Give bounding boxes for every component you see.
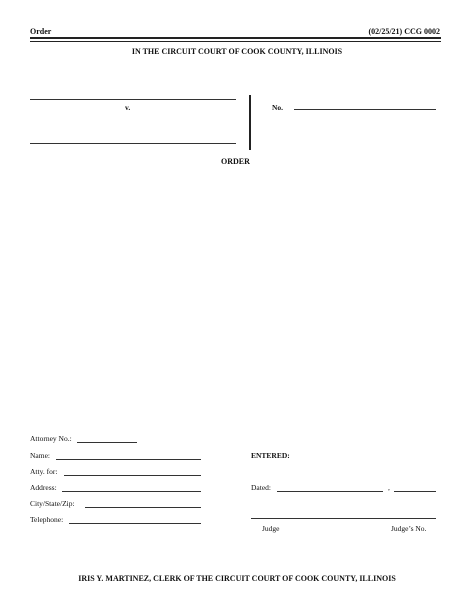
atty-for-field[interactable]	[64, 466, 201, 476]
address-label: Address:	[30, 483, 57, 492]
name-field[interactable]	[56, 450, 201, 460]
dated-label: Dated:	[251, 483, 271, 492]
address-field[interactable]	[62, 482, 201, 492]
year-field[interactable]	[394, 482, 436, 492]
defendant-field[interactable]	[30, 134, 236, 144]
case-no-field[interactable]	[294, 100, 436, 110]
judge-signature-field[interactable]	[251, 509, 436, 519]
header-rule-thick	[30, 37, 441, 39]
dated-field[interactable]	[277, 482, 383, 492]
judge-no-label: Judge’s No.	[391, 524, 427, 533]
attorney-no-field[interactable]	[77, 433, 137, 443]
telephone-label: Telephone:	[30, 515, 64, 524]
judge-label: Judge	[262, 524, 280, 533]
city-state-zip-field[interactable]	[85, 498, 201, 508]
case-no-label: No.	[272, 103, 284, 112]
versus-label: v.	[125, 103, 131, 112]
city-state-zip-label: City/State/Zip:	[30, 499, 75, 508]
court-title: IN THE CIRCUIT COURT OF COOK COUNTY, ILLINOIS	[131, 47, 343, 56]
form-number: (02/25/21) CCG 0002	[368, 27, 440, 36]
order-body-area[interactable]	[30, 175, 441, 420]
telephone-field[interactable]	[69, 514, 201, 524]
entered-label: ENTERED:	[251, 451, 290, 460]
date-comma: ,	[388, 483, 390, 492]
caption-divider	[249, 95, 251, 150]
form-title-left: Order	[30, 27, 52, 36]
order-title: ORDER	[221, 157, 250, 166]
atty-for-label: Atty. for:	[30, 467, 58, 476]
plaintiff-field[interactable]	[30, 90, 236, 100]
name-label: Name:	[30, 451, 50, 460]
attorney-no-label: Attorney No.:	[30, 434, 72, 443]
clerk-footer: IRIS Y. MARTINEZ, CLERK OF THE CIRCUIT COURT OF COOK COUNTY, ILLINOIS	[78, 574, 396, 583]
header-rule-thin	[30, 41, 441, 42]
